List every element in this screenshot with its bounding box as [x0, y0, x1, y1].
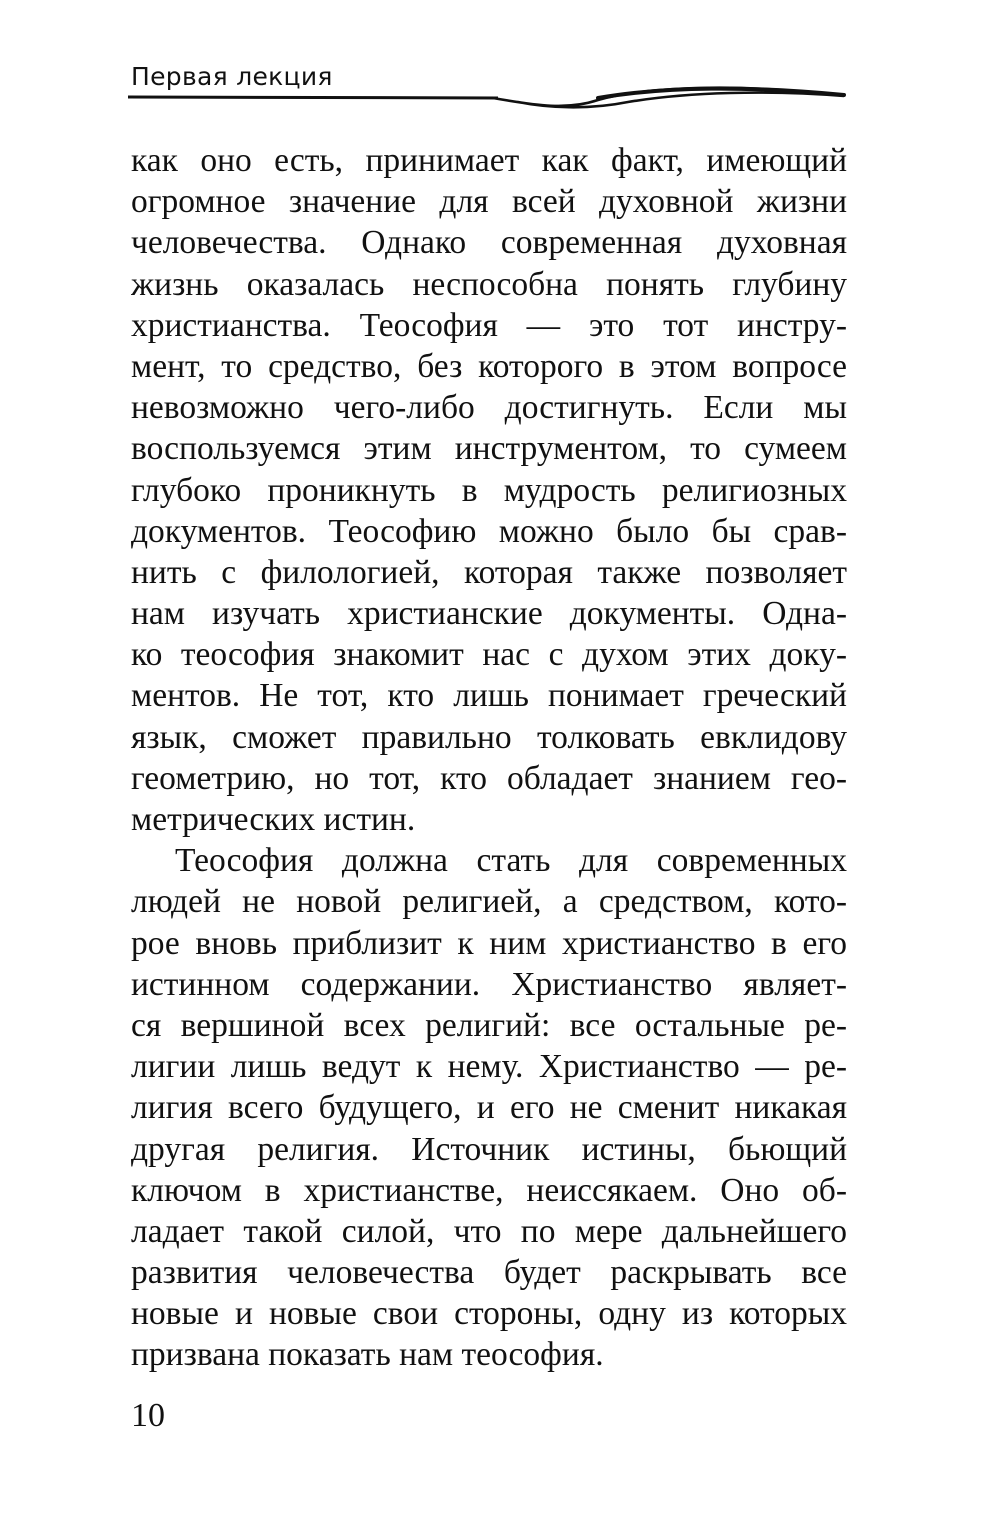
text-line: невозможно чего-либо достигнуть. Если мы: [131, 389, 847, 427]
text-line: геометрию, но тот, кто обладает знанием гео-: [131, 759, 847, 797]
text-line: христианства. Теософия — это тот инстру-: [131, 306, 847, 344]
text-line: лигии лишь ведут к нему. Христианство — ре-: [131, 1048, 847, 1086]
text-line: мент, то средство, без которого в этом вопросе: [131, 347, 847, 385]
text-line: новые и новые свои стороны, одну из которых: [131, 1295, 847, 1333]
text-line: призвана показать нам теософия.: [131, 1336, 604, 1374]
page-number: 10: [131, 1397, 165, 1434]
text-line: рое вновь приблизит к ним христианство в его: [131, 924, 847, 962]
text-line: как оно есть, принимает как факт, имеющий: [131, 142, 847, 179]
body-text: [131, 140, 847, 1376]
text-line: лигия всего будущего, и его не сменит никакая: [131, 1089, 847, 1127]
text-line: метрических истин.: [131, 801, 416, 838]
text-line: ко теософия знакомит нас с духом этих доку-: [131, 636, 847, 674]
text-line: документов. Теософию можно было бы срав-: [131, 512, 847, 550]
text-line: глубоко проникнуть в мудрость религиозных: [131, 471, 847, 509]
text-line: ключом в христианстве, неиссякаем. Оно об-: [131, 1171, 847, 1209]
text-line: язык, сможет правильно толковать евклидову: [131, 718, 847, 756]
text-line: Теософия должна стать для современных: [175, 842, 847, 880]
text-line: воспользуемся этим инструментом, то сумеем: [131, 430, 847, 468]
text-line: развития человечества будет раскрывать все: [131, 1254, 847, 1292]
text-line: другая религия. Источник истины, бьющий: [131, 1130, 847, 1168]
text-line: нам изучать христианские документы. Одна-: [131, 595, 847, 633]
text-line: ментов. Не тот, кто лишь понимает греческий: [131, 677, 847, 715]
header-rule-line: [128, 97, 498, 98]
text-line: жизнь оказалась неспособна понять глубину: [131, 265, 847, 303]
text-line: истинном содержании. Христианство являет-: [131, 965, 847, 1003]
text-line: ладает такой силой, что по мере дальнейшего: [131, 1212, 847, 1250]
text-line: человечества. Однако современная духовная: [131, 224, 847, 262]
header-rule-ornament: [128, 78, 850, 118]
running-head: Первая лекция: [131, 62, 333, 91]
text-line: нить с филологией, которая также позволяет: [131, 553, 847, 591]
text-line: ся вершиной всех религий: все остальные ре-: [131, 1006, 847, 1044]
text-line: людей не новой религией, а средством, кото-: [131, 883, 847, 921]
text-line: огромное значение для всей духовной жизни: [131, 183, 847, 221]
